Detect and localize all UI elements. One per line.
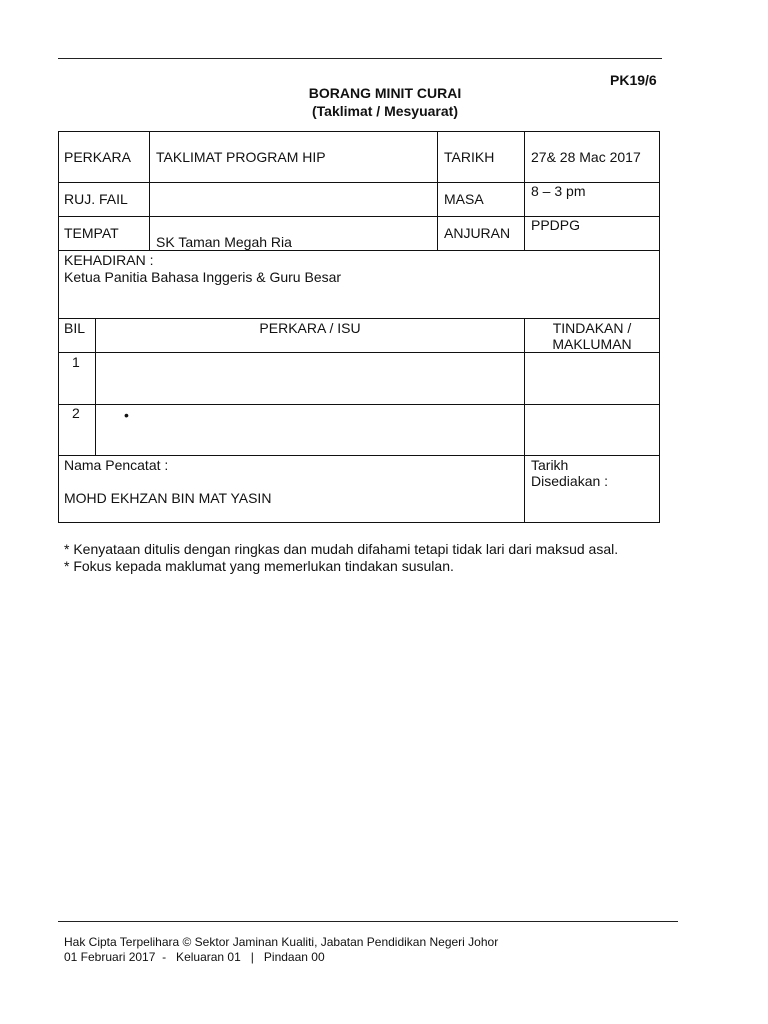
note-1: * Kenyataan ditulis dengan ringkas dan mudah difahami tetapi tidak lari dari maksud asal.: [64, 541, 619, 557]
form-title: BORANG MINIT CURAI: [308, 85, 462, 101]
col-perkara: PERKARA / ISU: [259, 320, 361, 336]
footer-revision: 01 Februari 2017 - Keluaran 01 | Pindaan 00: [64, 950, 325, 964]
col-tindakan-line2: MAKLUMAN: [552, 336, 632, 352]
tarikh-label: TARIKH: [444, 149, 495, 165]
col-tindakan-line1: TINDAKAN /: [552, 320, 632, 336]
tempat-label: TEMPAT: [64, 225, 119, 241]
form-code: PK19/6: [610, 72, 657, 88]
form-subtitle: (Taklimat / Mesyuarat): [311, 103, 458, 119]
masa-value: 8 – 3 pm: [531, 183, 586, 199]
row-1-bil: 1: [72, 354, 80, 370]
kehadiran-value: Ketua Panitia Bahasa Inggeris & Guru Besar: [64, 269, 342, 285]
footer-copyright: Hak Cipta Terpelihara © Sektor Jaminan Kualiti, Jabatan Pendidikan Negeri Johor: [64, 935, 499, 949]
rujfail-label: RUJ. FAIL: [64, 191, 128, 207]
note-2: * Fokus kepada maklumat yang memerlukan tindakan susulan.: [64, 558, 454, 574]
kehadiran-label: KEHADIRAN :: [64, 252, 154, 268]
tempat-value: SK Taman Megah Ria: [156, 234, 292, 250]
pencatat-label: Nama Pencatat :: [64, 457, 169, 473]
footer-rule: [58, 921, 678, 922]
top-rule: [58, 58, 662, 59]
tarikh-disediakan-label2: Disediakan :: [531, 473, 609, 489]
anjuran-value: PPDPG: [531, 217, 581, 233]
col-bil: BIL: [64, 320, 86, 336]
masa-label: MASA: [444, 191, 484, 207]
anjuran-label: ANJURAN: [444, 225, 511, 241]
pencatat-value: MOHD EKHZAN BIN MAT YASIN: [64, 490, 272, 506]
row-2-bil: 2: [72, 405, 80, 421]
row-2-isu-bullet: •: [124, 407, 129, 423]
tarikh-value: 27& 28 Mac 2017: [531, 149, 641, 165]
tarikh-disediakan-label1: Tarikh: [531, 457, 569, 473]
perkara-value: TAKLIMAT PROGRAM HIP: [156, 149, 326, 165]
perkara-label: PERKARA: [64, 149, 131, 165]
